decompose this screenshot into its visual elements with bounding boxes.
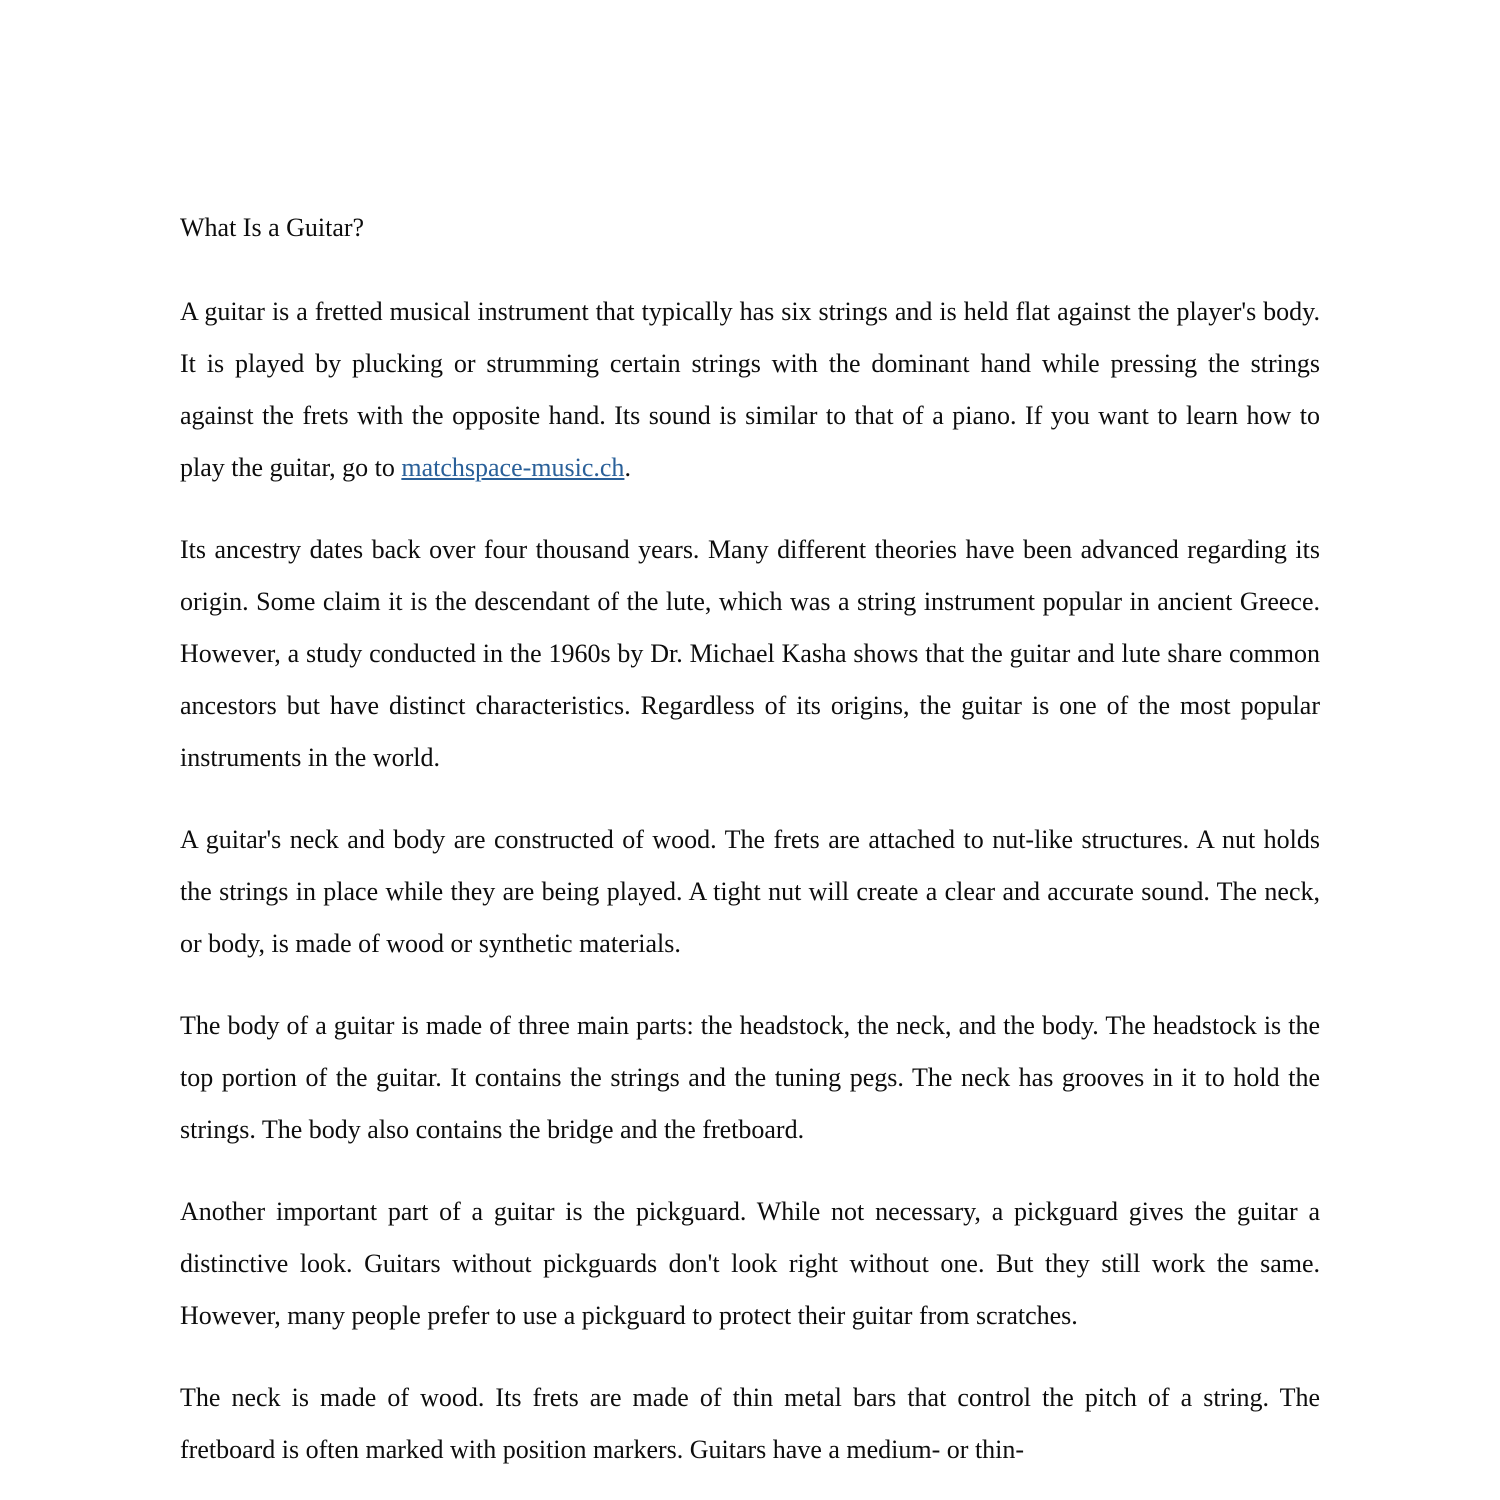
paragraph-5: Another important part of a guitar is the pickguard. While not necessary, a pickguard gives the guitar a distinctive look. Guitars without pickguards don't look right without one. But they still work the same. However, many people prefer to use a pickguard to protect their guitar from scratches. bbox=[180, 1197, 1320, 1330]
page-title bbox=[180, 208, 1320, 248]
paragraph-1 bbox=[180, 286, 1320, 494]
paragraph-6: The neck is made of wood. Its frets are made of thin metal bars that control the pitch of a string. The fretboard is often marked with position markers. Guitars have a medium- or thin- bbox=[180, 1383, 1320, 1464]
matchspace-music-link[interactable]: matchspace-music.ch bbox=[401, 453, 625, 482]
paragraph-2: Its ancestry dates back over four thousand years. Many different theories have been advanced regarding its origin. Some claim it is the descendant of the lute, which was a string instrument popular in ancient Greece. However, a study conducted in the 1960s by Dr. Michael Kasha shows that the guitar and lute share common ancestors but have distinct characteristics. Regardless of its origins, the guitar is one of the most popular instruments in the world. bbox=[180, 535, 1320, 772]
paragraph-4: The body of a guitar is made of three main parts: the headstock, the neck, and the body. The headstock is the top portion of the guitar. It contains the strings and the tuning pegs. The neck has grooves in it to hold the strings. The body also contains the bridge and the fretboard. bbox=[180, 1011, 1320, 1144]
paragraph-1-text-after-link: . bbox=[624, 453, 631, 482]
paragraph-1-text-before-link: A guitar is a fretted musical instrument that typically has six strings and is held flat against the player's body. It is played by plucking or strumming certain strings with the dominant hand while pressing the strings against the frets with the opposite hand. Its sound is similar to that of a piano. If you want to learn how to play the guitar, go to bbox=[180, 297, 1320, 482]
page-title-text: What Is a Guitar? bbox=[180, 213, 365, 242]
document-body bbox=[180, 208, 1320, 1476]
paragraph-3: A guitar's neck and body are constructed of wood. The frets are attached to nut-like structures. A nut holds the strings in place while they are being played. A tight nut will create a clear and accurate sound. The neck, or body, is made of wood or synthetic materials. bbox=[180, 825, 1320, 958]
